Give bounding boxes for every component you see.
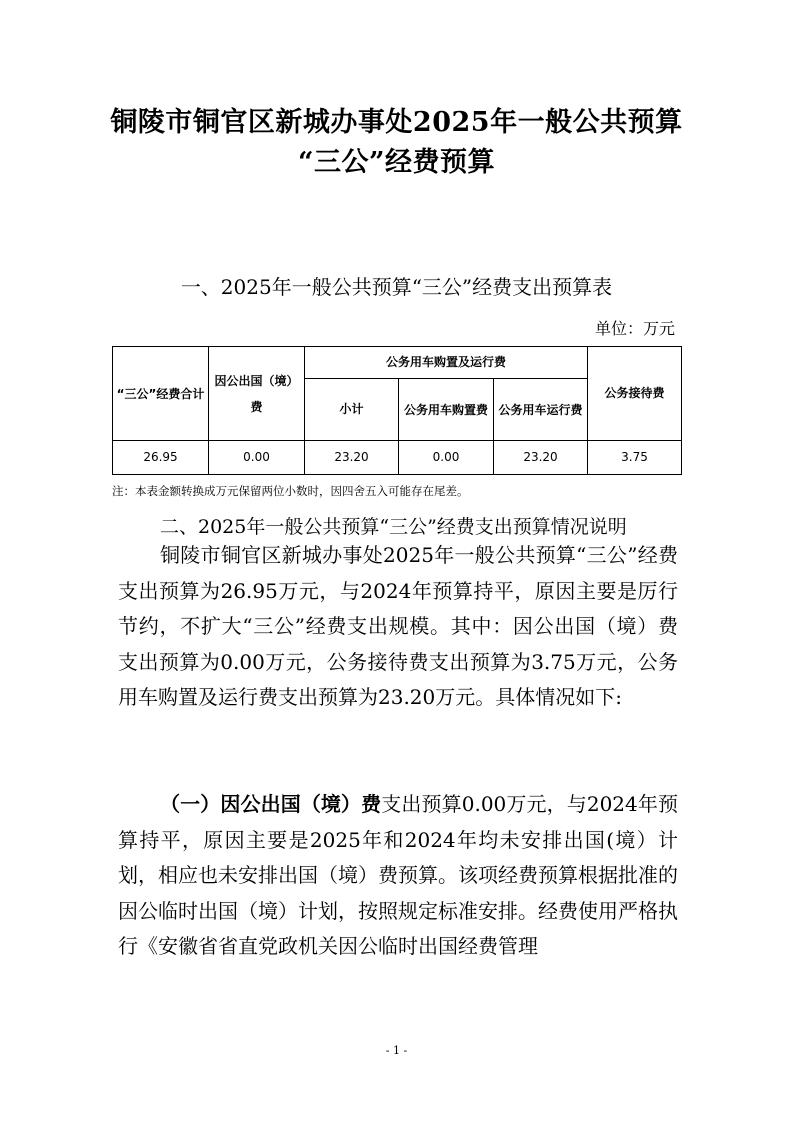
table-row xyxy=(113,441,682,475)
document-title-line2: “三公”经费预算 xyxy=(297,147,496,178)
cell-total: 26.95 xyxy=(113,441,209,475)
cell-abroad: 0.00 xyxy=(209,441,305,475)
section1-heading: 一、2025年一般公共预算“三公”经费支出预算表 xyxy=(180,275,613,299)
header-vehicle-group: 公务用车购置及运行费 xyxy=(305,347,588,379)
header-abroad: 因公出国（境）费 xyxy=(209,347,305,441)
page-number: - 1 - xyxy=(385,1044,408,1057)
header-vehicle-purchase: 公务用车购置费 xyxy=(399,379,494,441)
cell-subtotal: 23.20 xyxy=(305,441,399,475)
header-subtotal: 小计 xyxy=(305,379,399,441)
paragraph-abroad xyxy=(118,787,678,965)
paragraph-summary: 铜陵市铜官区新城办事处2025年一般公共预算“三公”经费支出预算为26.95万元，与2024年预算持平，原因主要是厉行节约，不扩大“三公”经费支出规模。其中：因公出国（境）费支出预算为0.00万元，公务接待费支出预算为3.75万元，公务用车购置及运行费支出预算为23.20万元。具体情况如下: xyxy=(118,543,678,709)
document-title-line1: 铜陵市铜官区新城办事处2025年一般公共预算 xyxy=(110,107,683,138)
table-note: 注：本表金额转换成万元保留两位小数时，因四舍五入可能存在尾差。 xyxy=(112,484,469,498)
cell-vehicle-purchase: 0.00 xyxy=(399,441,494,475)
header-reception: 公务接待费 xyxy=(588,347,682,441)
cell-vehicle-operation: 23.20 xyxy=(494,441,588,475)
section2-heading: 二、2025年一般公共预算“三公”经费支出预算情况说明 xyxy=(160,516,627,538)
cell-reception: 3.75 xyxy=(588,441,682,475)
header-vehicle-operation: 公务用车运行费 xyxy=(494,379,588,441)
unit-label: 单位：万元 xyxy=(594,319,675,338)
budget-table xyxy=(112,346,682,475)
paragraph-abroad-lead: （一）因公出国（境）费 xyxy=(160,792,382,816)
paragraph-abroad-body: 支出预算0.00万元，与2024年预算持平，原因主要是2025年和2024年均未安排出国(境）计划，相应也未安排出国（境）费预算。该项经费预算根据批准的因公临时出国（境）计划，按照规定标准安排。经费使用严格执行《安徽省省直党政机关因公临时出国经费管理 xyxy=(118,792,678,958)
header-total: “三公”经费合计 xyxy=(113,347,209,441)
